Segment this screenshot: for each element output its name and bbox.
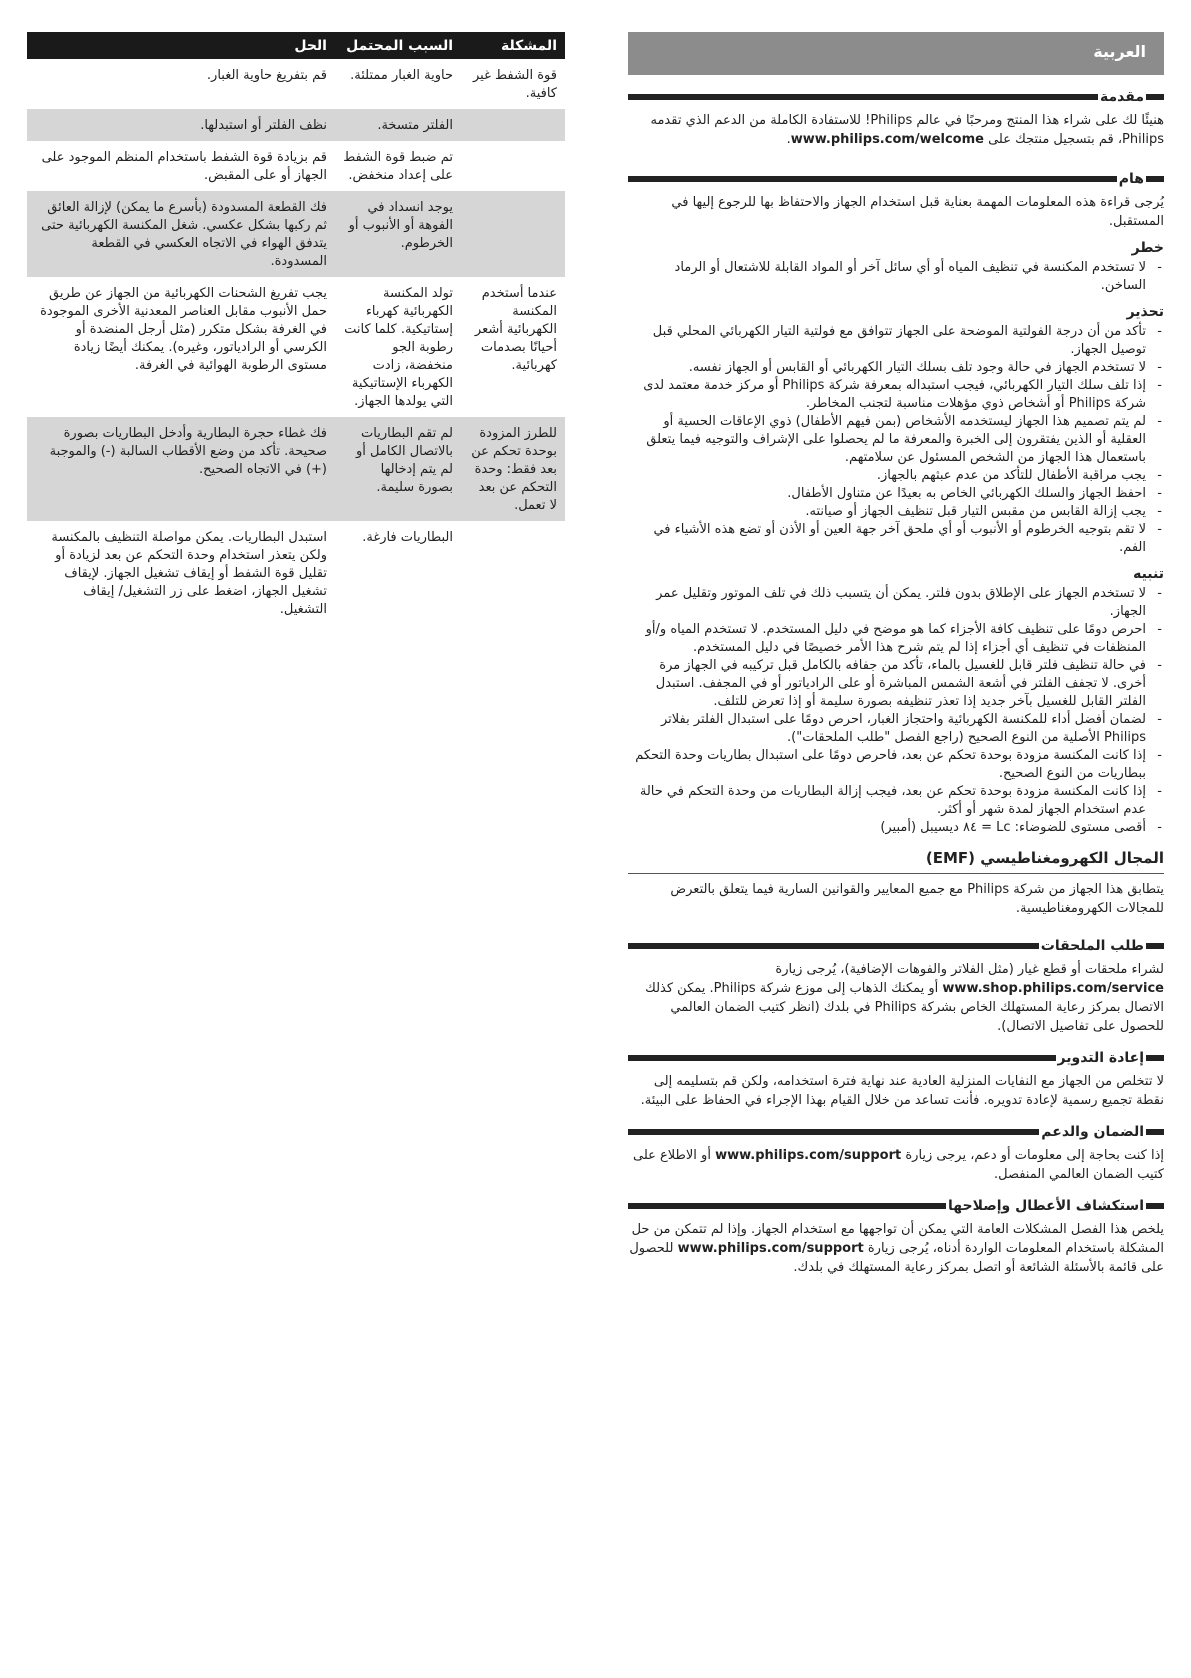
guarantee-text: إذا كنت بحاجة إلى معلومات أو دعم، يرجى زيارة www.philips.com/support أو الاطلاع على كتيب الضمان العالمي المنفصل. xyxy=(633,1148,1164,1182)
danger-list xyxy=(628,259,1164,295)
caution-list xyxy=(628,585,1164,837)
table-header-row xyxy=(27,32,565,59)
cell-solution: فك القطعة المسدودة (بأسرع ما يمكن) لإزالة العائق ثم ركبها بشكل عكسي. شغل المكنسة الكهربائية حتى يتدفق الهواء في الاتجاه العكسي في القطعة المسدودة. xyxy=(27,191,335,277)
header-cause: السبب المحتمل xyxy=(335,32,461,59)
recycling-text: لا تتخلص من الجهاز مع النفايات المنزلية العادية عند نهاية فترة استخدامه، ولكن قم بتسليمه إلى نقطة تجميع رسمية لإعادة تدويره. فأنت تساعد من خلال القيام بهذا الإجراء في الحفاظ على البيئة. xyxy=(640,1074,1164,1108)
cell-cause: تم ضبط قوة الشفط على إعداد منخفض. xyxy=(343,150,453,183)
troubleshooting-text: يلخص هذا الفصل المشكلات العامة التي يمكن أن تواجهها مع استخدام الجهاز. وإذا لم تتمكن من حل المشكلة باستخدام المعلومات الواردة أدناه، يُرجى زيارة www.philips.com/support للحصول على قائمة بالأسئلة الشائعة أو اتصل بمركز رعاية المستهلك في بلدك. xyxy=(629,1222,1164,1275)
emf-heading: المجال الكهرومغناطيسي (EMF) xyxy=(925,849,1164,867)
troubleshooting-heading: استكشاف الأعطال وإصلاحها xyxy=(628,1198,1164,1214)
warning-item: - تأكد من أن درجة الفولتية الموضحة على الجهاز تتوافق مع فولتية التيار الكهربائي المحلي قبل توصيل الجهاز. xyxy=(628,323,1164,359)
cell-cause: لم تقم البطاريات بالاتصال الكامل أو لم يتم إدخالها بصورة سليمة. xyxy=(335,417,461,521)
troubleshooting-table-column xyxy=(27,32,565,625)
caution-item: - أقصى مستوى للضوضاء: Lc = ٨٤ ديسيبل (أمبير) xyxy=(628,819,1164,837)
warning-item: - يجب مراقبة الأطفال للتأكد من عدم عبثهم بالجهاز. xyxy=(628,467,1164,485)
table-row xyxy=(27,521,565,625)
emf-text: يتطابق هذا الجهاز من شركة Philips مع جميع المعايير والقوانين السارية فيما يتعلق بالتعرض للمجالات الكهرومغناطيسية. xyxy=(670,882,1164,916)
troubleshooting-table xyxy=(27,32,565,625)
table-row xyxy=(27,191,565,277)
caution-item: - لا تستخدم الجهاز على الإطلاق بدون فلتر. يمكن أن يتسبب ذلك في تلف الموتور وتقليل عمر الجهاز. xyxy=(628,585,1164,621)
language-label: العربية xyxy=(628,32,1164,75)
warning-item: - لم يتم تصميم هذا الجهاز ليستخدمه الأشخاص (بمن فيهم الأطفال) ذوي الإعاقات الحسية أو العقلية أو الذين يفتقرون إلى الخبرة والمعرفة ما لم يحصلوا على الإشراف والتوجيه فيما يتعلق باستعمال هذا الجهاز من الشخص المسئول عن سلامتهم. xyxy=(628,413,1164,467)
cell-problem xyxy=(461,191,565,277)
warning-heading: تحذير xyxy=(1126,304,1164,320)
header-solution: الحل xyxy=(27,32,335,59)
cell-problem: للطرز المزودة بوحدة تحكم عن بعد فقط: وحدة التحكم عن بعد لا تعمل. xyxy=(461,417,565,521)
warning-item: - يجب إزالة القابس من مقبس التيار قبل تنظيف الجهاز أو صيانته. xyxy=(628,503,1164,521)
cell-cause: البطاريات فارغة. xyxy=(362,530,453,545)
warning-item: - لا تقم بتوجيه الخرطوم أو الأنبوب أو أي ملحق آخر جهة العين أو الأذن أو تضع هذه الأشياء في الفم. xyxy=(628,521,1164,557)
cell-cause: تولد المكنسة الكهربائية كهرباء إستاتيكية. كلما كانت رطوبة الجو منخفضة، زادت الكهرباء الإستاتيكية التي يولدها الجهاز. xyxy=(344,286,453,409)
manual-text-column xyxy=(628,32,1164,1281)
caution-item: - إذا كانت المكنسة مزودة بوحدة تحكم عن بعد، فيجب إزالة البطاريات من وحدة التحكم في حالة عدم استخدام الجهاز لمدة شهر أو أكثر. xyxy=(628,783,1164,819)
danger-heading: خطر xyxy=(1131,240,1164,256)
cell-cause: حاوية الغبار ممتلئة. xyxy=(350,68,453,83)
cell-cause: الفلتر متسخة. xyxy=(335,109,461,141)
cell-problem xyxy=(461,141,565,191)
cell-problem xyxy=(461,521,565,625)
header-problem: المشكلة xyxy=(461,32,565,59)
table-body xyxy=(27,59,565,625)
caution-heading: تنبيه xyxy=(1133,566,1164,582)
warning-item: - إذا تلف سلك التيار الكهربائي، فيجب استبداله بمعرفة شركة Philips أو مركز خدمة معتمد لدى شركة Philips أو أشخاص ذوي مؤهلات مناسبة لتجنب المخاطر. xyxy=(628,377,1164,413)
cell-solution: نظف الفلتر أو استبدلها. xyxy=(27,109,335,141)
troubleshooting-support-link[interactable]: www.philips.com/support xyxy=(677,1241,864,1256)
emf-divider xyxy=(628,873,1164,874)
cell-solution: قم بزيادة قوة الشفط باستخدام المنظم الموجود على الجهاز أو على المقبض. xyxy=(41,150,327,183)
cell-solution: يجب تفريغ الشحنات الكهربائية من الجهاز عن طريق حمل الأنبوب مقابل العناصر المعدنية الأخرى الموجودة في الغرفة بشكل متكرر (مثل أرجل المنضدة أو الكرسي أو الرادياتور، وغيره). يمكنك أيضًا زيادة مستوى الرطوبة الهوائية في الغرفة. xyxy=(40,286,327,373)
warning-item: - احفظ الجهاز والسلك الكهربائي الخاص به بعيدًا عن متناول الأطفال. xyxy=(628,485,1164,503)
table-row xyxy=(27,109,565,141)
cell-solution: فك غطاء حجرة البطارية وأدخل البطاريات بصورة صحيحة. تأكد من وضع الأقطاب السالبة (-) والموجبة (+) في الاتجاه الصحيح. xyxy=(27,417,335,521)
table-row xyxy=(27,141,565,191)
table-row xyxy=(27,417,565,521)
important-heading: هام xyxy=(628,171,1164,187)
important-text: يُرجى قراءة هذه المعلومات المهمة بعناية قبل استخدام الجهاز والاحتفاظ بها للرجوع إليها في المستقبل. xyxy=(671,195,1164,229)
intro-text: هنيئًا لك على شراء هذا المنتج ومرحبًا في عالم Philips! للاستفادة الكاملة من الدعم الذي تقدمه Philips، قم بتسجيل منتجك على www.philips.com/welcome. xyxy=(650,113,1164,147)
cell-problem: عندما أستخدم المكنسة الكهربائية أشعر أحيانًا بصدمات كهربائية. xyxy=(474,286,557,373)
table-row xyxy=(27,277,565,417)
warning-list xyxy=(628,323,1164,557)
intro-heading: مقدمة xyxy=(628,89,1164,105)
caution-item: - لضمان أفضل أداء للمكنسة الكهربائية واحتجاز الغبار، احرص دومًا على استبدال الفلتر بفلاتر Philips الأصلية من النوع الصحيح (راجع الفصل "طلب الملحقات"). xyxy=(628,711,1164,747)
cell-problem xyxy=(461,109,565,141)
cell-cause: يوجد انسداد في الفوهة أو الأنبوب أو الخرطوم. xyxy=(335,191,461,277)
shop-link[interactable]: www.shop.philips.com/service xyxy=(942,981,1164,996)
caution-item: - إذا كانت المكنسة مزودة بوحدة تحكم عن بعد، فاحرص دومًا على استبدال بطاريات وحدة التحكم ببطاريات من النوع الصحيح. xyxy=(628,747,1164,783)
caution-item: - في حالة تنظيف فلتر قابل للغسيل بالماء، تأكد من جفافه بالكامل قبل تركيبه في الجهاز مرة أخرى. لا تجفف الفلتر في أشعة الشمس المباشرة أو على الرادياتور أو في المجفف. استبدل الفلتر القابل للغسيل بآخر جديد إذا تعذر تنظيفه بصورة سليمة أو إذا تعرض للتلف. xyxy=(628,657,1164,711)
cell-solution: استبدل البطاريات. يمكن مواصلة التنظيف بالمكنسة ولكن يتعذر استخدام وحدة التحكم عن بعد لزيادة أو تقليل قوة الشفط أو إيقاف تشغيل الجهاز. لإيقاف تشغيل الجهاز، اضغط على زر التشغيل/ إيقاف التشغيل. xyxy=(51,530,327,617)
caution-item: - احرص دومًا على تنظيف كافة الأجزاء كما هو موضح في دليل المستخدم. لا تستخدم المياه و/أو المنظفات في تنظيف أي أجزاء إذا لم يتم شرح هذا الأمر خصيصًا في دليل المستخدم. xyxy=(628,621,1164,657)
cell-solution: قم بتفريغ حاوية الغبار. xyxy=(206,68,327,83)
recycling-heading: إعادة التدوير xyxy=(628,1050,1164,1066)
accessories-text: لشراء ملحقات أو قطع غيار (مثل الفلاتر والفوهات الإضافية)، يُرجى زيارة www.shop.philips.com/service أو يمكنك الذهاب إلى موزع شركة Philips. يمكن كذلك الاتصال بمركز رعاية المستهلك الخاص بشركة Philips في بلدك (انظر كتيب الضمان العالمي للحصول على تفاصيل الاتصال). xyxy=(645,962,1164,1034)
danger-item: - لا تستخدم المكنسة في تنظيف المياه أو أي سائل آخر أو المواد القابلة للاشتعال أو الرماد الساخن. xyxy=(628,259,1164,295)
support-link[interactable]: www.philips.com/support xyxy=(715,1148,902,1163)
welcome-link[interactable]: www.philips.com/welcome xyxy=(790,132,984,147)
guarantee-heading: الضمان والدعم xyxy=(628,1124,1164,1140)
table-row xyxy=(27,59,565,109)
cell-problem: قوة الشفط غير كافية. xyxy=(473,68,557,101)
warning-item: - لا تستخدم الجهاز في حالة وجود تلف بسلك التيار الكهربائي أو القابس أو الجهاز نفسه. xyxy=(628,359,1164,377)
accessories-heading: طلب الملحقات xyxy=(628,938,1164,954)
